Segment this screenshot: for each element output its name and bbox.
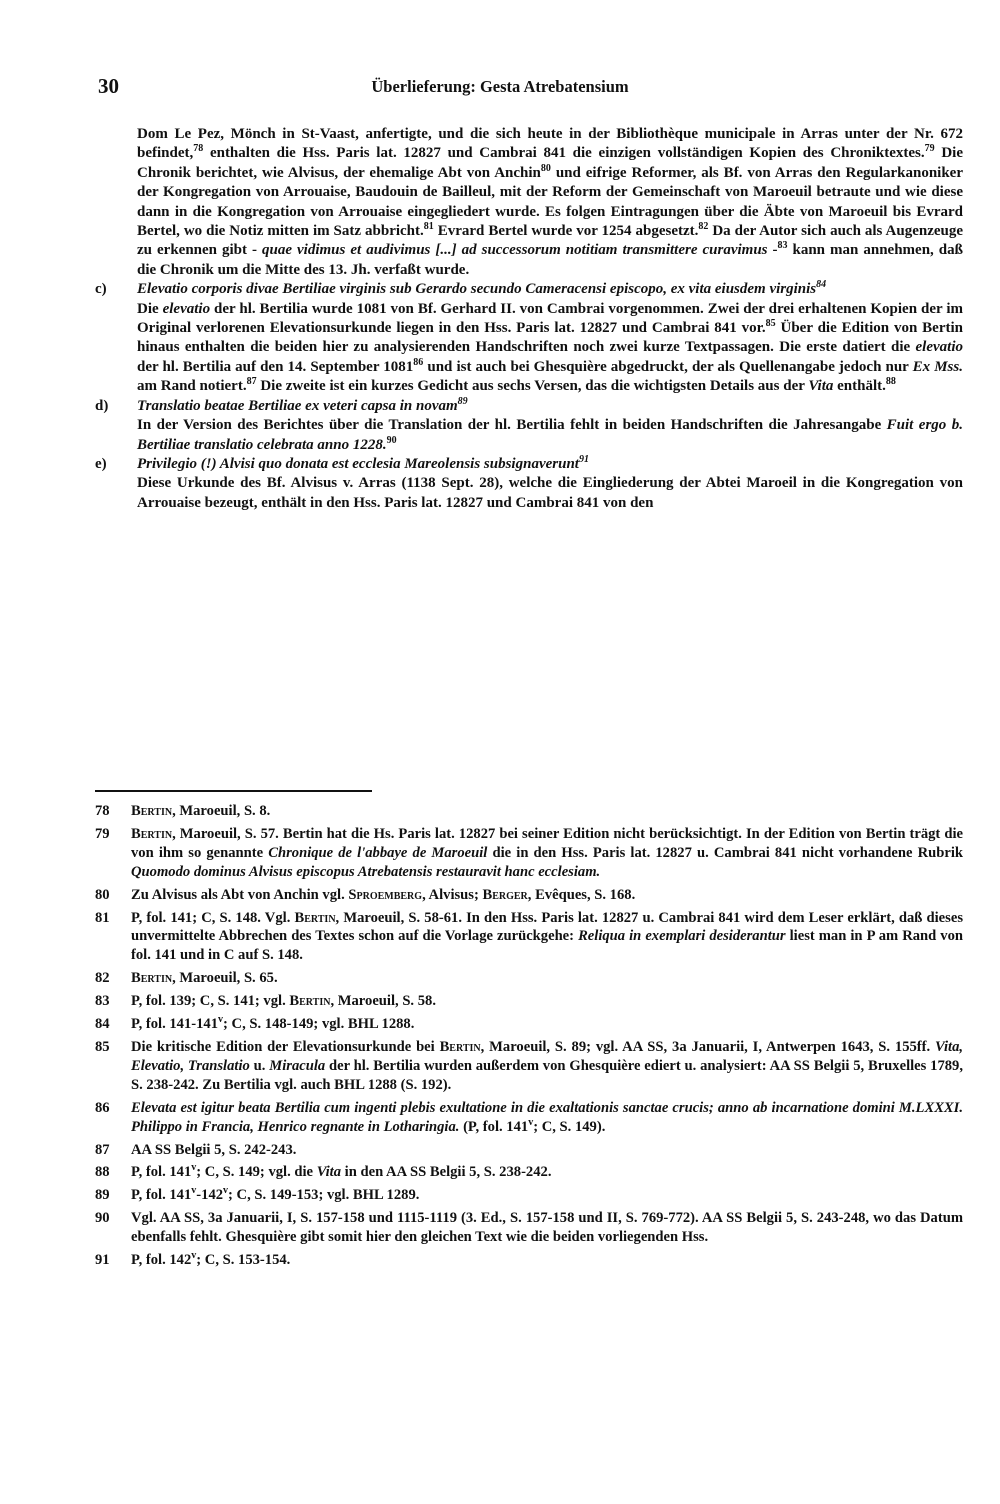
footnote-text <box>131 1016 414 1032</box>
footnote-segment: P, fol. 141 <box>131 1187 192 1204</box>
footnote <box>95 1015 963 1034</box>
text-span: - <box>767 242 778 259</box>
footnote-segment: Elevata est igitur beata Bertilia cum ingenti plebis exultatione in die exaltationis sanctae crucis; anno ab incarnatione domini M.LXXXI. Philippo in Francia, Henrico regnante in Lotharingia. <box>131 1099 963 1135</box>
footnote-segment: v <box>223 1185 229 1197</box>
footnote-segment: Bertin <box>131 970 173 987</box>
page-header <box>0 74 1000 104</box>
footnote-number: 80 <box>95 886 110 903</box>
footnote-ref: 80 <box>540 162 551 174</box>
text-span: Diese Urkunde des Bf. Alvisus v. Arras (1138 Sept. 28), welche die Eingliederung der Abtei Maroeil in die Kongregation von Arrouaise bezeugt, enthält in den Hss. Paris lat. 12827 und Cambrai 841 von den <box>137 475 963 511</box>
footnote-segment: v <box>191 1185 197 1197</box>
footnote-segment: v <box>528 1116 534 1128</box>
text-span: kann man annehmen, daß die Chronik um die Mitte des 13. Jh. verfaßt wurde. <box>137 242 963 278</box>
running-title: Überlieferung: Gesta Atrebatensium <box>371 77 629 96</box>
footnote-segment: Sproemberg <box>348 886 423 903</box>
footnote-ref: 82 <box>698 221 709 233</box>
footnote-ref: 79 <box>924 143 935 155</box>
footnote-segment: P, fol. 139; C, S. 141; vgl. <box>131 993 290 1010</box>
footnote <box>95 992 963 1011</box>
footnote-segment: Chronique de l'abbaye de Maroeuil <box>268 844 488 861</box>
footnote <box>95 1209 963 1247</box>
footnote-segment: Vita, Elevatio, Translatio <box>131 1038 964 1074</box>
text-span: Die zweite ist ein kurzes Gedicht aus sechs Versen, das die wichtigsten Details aus der <box>256 378 809 395</box>
footnote-number: 78 <box>95 803 110 819</box>
footnote <box>95 1141 963 1160</box>
footnote-text <box>131 1100 963 1135</box>
footnote-text <box>131 1164 551 1180</box>
footnote-segment: -142 <box>196 1187 224 1204</box>
footnote-segment: ; C, S. 149; vgl. die <box>196 1164 317 1181</box>
text-span: der hl. Bertilia auf den 14. September 1081 <box>137 358 414 375</box>
section-paragraph <box>137 474 963 513</box>
section-d <box>95 395 963 455</box>
section-label: d) <box>95 397 109 414</box>
footnote-segment: , Maroeuil, S. 58-61. In den Hss. Paris lat. 12827 u. Cambrai 841 wird dem Leser erklärt, daß dieses unvermittelte Abbrechen des Textes schon auf die Vorlage zurückgehe: <box>131 909 963 945</box>
italic-term: Ex Mss. <box>912 358 963 375</box>
latin-quote: Fuit ergo b. Bertiliae translatio celebrata anno 1228. <box>137 417 963 453</box>
footnote-segment: u. <box>249 1057 270 1074</box>
section-title <box>137 455 963 474</box>
main-text <box>95 125 964 513</box>
footnote-segment: , Alvisus; <box>422 886 483 903</box>
footnote-segment: Zu Alvisus als Abt von Anchin vgl. <box>131 886 349 903</box>
text-span: Die <box>137 300 163 317</box>
section-e <box>95 453 963 513</box>
footnote-ref: 86 <box>413 356 424 368</box>
footnote-segment: der hl. Bertilia wurden außerdem von Ghesquière ediert u. analysiert: AA SS Belgii 5, Bruxelles 1789, S. 238-242. Zu Bertilia vgl. auch BHL 1288 (S. 192). <box>131 1057 963 1093</box>
footnote-text <box>131 1187 419 1203</box>
section-title-text: Translatio beatae Bertiliae ex veteri capsa in novam <box>137 397 458 414</box>
footnote-segment: Reliqua in exemplari desiderantur <box>578 928 786 945</box>
section-title <box>137 397 963 416</box>
text-span: enthält. <box>833 378 886 395</box>
footnote-ref: 88 <box>885 376 896 388</box>
footnote-segment: Miracula <box>269 1057 326 1074</box>
footnote-segment: liest man in P am Rand von fol. 141 und in C auf S. 148. <box>131 928 964 964</box>
text-span: enthalten die Hss. Paris lat. 12827 und Cambrai 841 die einzigen vollständigen Kopien des Chroniktextes. <box>203 145 925 162</box>
latin-quote: quae vidimus et audivimus [...] ad successorum notitiam transmittere curavimus <box>262 242 768 259</box>
footnote-segment: (P, fol. 141 <box>459 1118 529 1135</box>
footnote-segment: , Maroeuil, S. 89; vgl. AA SS, 3a Januarii, I, Antwerpen 1643, S. 155ff. <box>480 1038 936 1055</box>
section-paragraph <box>137 300 963 397</box>
footnote <box>95 802 963 821</box>
text-span: und ist auch bei Ghesquière abgedruckt, der als Quellenangabe jedoch nur <box>423 358 913 375</box>
footnote-text <box>131 803 270 819</box>
footnote-segment: Bertin <box>294 909 336 926</box>
footnote-segment: P, fol. 141; C, S. 148. Vgl. <box>131 909 295 926</box>
footnote-ref: 90 <box>386 434 397 446</box>
footnote-text <box>131 910 963 964</box>
footnote <box>95 1163 963 1182</box>
italic-term: elevatio <box>915 339 963 356</box>
footnote-text <box>131 993 436 1009</box>
footnote <box>95 1038 963 1095</box>
text-span: am Rand notiert. <box>137 378 247 395</box>
text-span: Da der Autor sich auch als Augenzeuge zu erkennen gibt - <box>137 223 964 259</box>
section-title-text: Privilegio (!) Alvisi quo donata est ecclesia Mareolensis subsignaverunt <box>137 455 579 472</box>
footnote-ref: 84 <box>816 279 827 291</box>
footnote-number: 88 <box>95 1164 110 1181</box>
footnote-text <box>131 887 635 903</box>
footnote-segment: v <box>191 1250 197 1262</box>
footnote-number: 83 <box>95 993 110 1010</box>
section-c <box>95 279 964 396</box>
page-number: 30 <box>98 74 119 98</box>
text-span: Die Chronik berichtet, wie Alvisus, der ehemalige Abt von Anchin <box>137 145 963 181</box>
text-span: der hl. Bertilia wurde 1081 von Bf. Gerhard II. von Cambrai vorgenommen. Zwei der drei erhaltenen Kopien der im Original verlorenen Elevationsurkunde liegen in den Hss. Paris lat. 12827 und Cambrai 841 vor. <box>137 300 963 337</box>
footnote <box>95 886 963 905</box>
footnote-number: 91 <box>95 1252 110 1269</box>
text-span: In der Version des Berichtes über die Translation der hl. Bertilia fehlt in beiden Handschriften die Jahresangabe <box>137 417 887 434</box>
footnote-segment: ; C, S. 148-149; vgl. BHL 1288. <box>223 1016 415 1033</box>
footnote-segment: P, fol. 141-141 <box>131 1016 219 1033</box>
footnote <box>95 1099 963 1137</box>
footnote-number: 84 <box>95 1016 110 1033</box>
footnote-text <box>131 1252 290 1268</box>
section-label: c) <box>95 281 107 298</box>
footnote-segment: Die kritische Edition der Elevationsurkunde bei <box>131 1038 440 1055</box>
footnote <box>95 1186 963 1205</box>
footnote <box>95 969 963 988</box>
footnote-text <box>131 1039 963 1093</box>
text-span: Dom Le Pez, Mönch in St-Vaast, anfertigte, und die sich heute in der Bibliothèque municipale in Arras unter der Nr. 672 befindet, <box>137 126 963 162</box>
intro-paragraph <box>137 125 963 280</box>
footnote-segment: Vita <box>316 1164 342 1181</box>
footnote-ref: 87 <box>246 376 257 388</box>
text-span: und eifrige Reformer, als Bf. von Arras den Regularkanoniker der Kongregation von Arrouaise, Baudouin de Bailleul, mit der Reform der Gemeinschaft von Maroeuil betraute und wie diese dann in die Kongregation von Arrouaise eingegliedert wurde. Es folgen Eintragungen über die Äbte von Maroeuil bis Evrard Bertel, wo die Notiz mitten im Satz abbricht. <box>137 164 963 240</box>
footnote-segment: , Evêques, S. 168. <box>527 886 636 903</box>
footnote-segment: in den AA SS Belgii 5, S. 238-242. <box>341 1164 552 1181</box>
footnote-segment: v <box>218 1014 224 1026</box>
footnote-ref: 81 <box>423 221 434 233</box>
footnote-text <box>131 826 963 880</box>
footnote-segment: P, fol. 142 <box>131 1252 192 1269</box>
footnote-number: 87 <box>95 1141 110 1158</box>
footnote-segment: v <box>191 1162 197 1174</box>
footnote-segment: Berger <box>482 886 528 903</box>
footnote-segment: Bertin <box>289 993 331 1010</box>
section-label: e) <box>95 455 107 472</box>
footnote-segment: ; C, S. 153-154. <box>196 1252 291 1269</box>
footnote-segment: , Maroeuil, S. 58. <box>330 993 436 1010</box>
footnote-segment: P, fol. 141 <box>131 1164 192 1181</box>
text-span: Evrard Bertel wurde vor 1254 abgesetzt. <box>433 223 699 240</box>
text-span: Über die Edition von Bertin hinaus enthalten die beiden hier zu analysierenden Handschriften noch zwei kurze Textpassagen. Die erste datiert die <box>137 320 964 356</box>
footnote-ref: 78 <box>193 143 204 155</box>
section-paragraph <box>137 416 963 455</box>
footnote-number: 79 <box>95 825 110 842</box>
footnote-segment: , Maroeuil, S. 8. <box>172 803 271 819</box>
footnote-segment: Bertin <box>131 803 173 819</box>
footnote-ref: 85 <box>765 318 776 330</box>
footnote-segment: ; C, S. 149). <box>533 1118 606 1135</box>
footnote <box>95 825 963 882</box>
italic-term: Vita <box>808 378 834 395</box>
footnote-number: 86 <box>95 1099 110 1116</box>
section-title-text: Elevatio corporis divae Bertiliae virginis sub Gerardo secundo Cameracensi episcopo, ex vita eiusdem virginis <box>137 281 817 298</box>
footnote-text <box>131 1210 963 1245</box>
footnote-segment: Bertin <box>439 1038 481 1055</box>
footnote-segment: AA SS Belgii 5, S. 242-243. <box>131 1141 297 1158</box>
footnote <box>95 1251 963 1270</box>
footnote-segment: ; C, S. 149-153; vgl. BHL 1289. <box>228 1187 420 1204</box>
footnote-ref: 89 <box>457 395 468 407</box>
footnote-number: 81 <box>95 909 110 926</box>
footnote-number: 90 <box>95 1210 110 1227</box>
footnote-segment: die in den Hss. Paris lat. 12827 u. Cambrai 841 nicht vorhandene Rubrik <box>487 844 963 861</box>
footnote-number: 89 <box>95 1187 110 1204</box>
footnote-ref: 91 <box>578 453 589 465</box>
footnote <box>95 909 963 966</box>
footnote-number: 82 <box>95 970 110 987</box>
footnote-text <box>131 970 278 986</box>
footnote-segment: Bertin <box>131 825 173 842</box>
footnote-ref: 83 <box>777 240 788 252</box>
footnote-segment: Quomodo dominus Alvisus episcopus Atrebatensis restauravit hanc ecclesiam. <box>131 863 601 880</box>
footnote-separator <box>95 790 372 792</box>
footnotes <box>95 802 963 1274</box>
footnote-segment: Vgl. AA SS, 3a Januarii, I, S. 157-158 und 1115-1119 (3. Ed., S. 157-158 und II, S. 769-772). AA SS Belgii 5, S. 243-248, wo das Datum ebenfalls fehlt. Ghesquière gibt somit hier den gleichen Text wie die beiden vorliegenden Hss. <box>131 1210 963 1246</box>
footnote-number: 85 <box>95 1038 110 1055</box>
footnote-segment: , Maroeuil, S. 57. Bertin hat die Hs. Paris lat. 12827 bei seiner Edition nicht berücksichtigt. In der Edition von Bertin trägt die von ihm so genannte <box>131 825 963 861</box>
italic-term: elevatio <box>162 300 211 317</box>
footnote-segment: , Maroeuil, S. 65. <box>172 970 278 987</box>
footnote-text <box>131 1142 296 1158</box>
section-title <box>137 280 963 299</box>
